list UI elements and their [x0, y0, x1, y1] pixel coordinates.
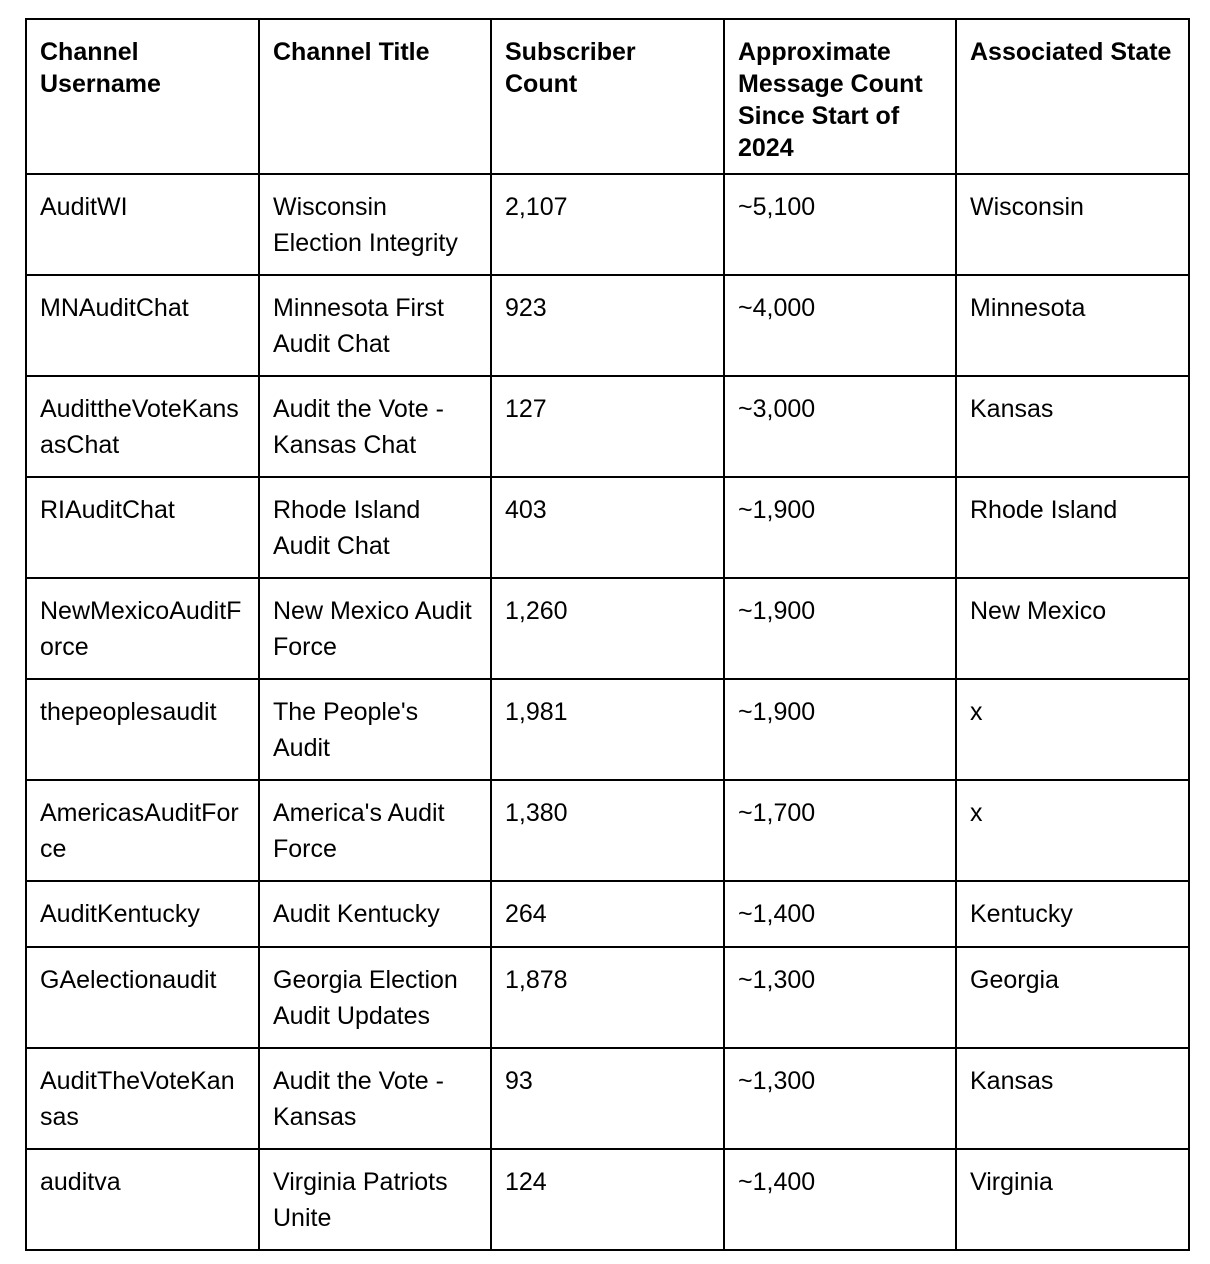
- cell-channel-username: AudittheVoteKansasChat: [26, 376, 259, 477]
- cell-associated-state: x: [956, 679, 1189, 780]
- table-row: [26, 174, 1189, 275]
- cell-message-count: ~1,400: [724, 881, 956, 947]
- cell-associated-state: New Mexico: [956, 578, 1189, 679]
- cell-message-count: ~1,900: [724, 578, 956, 679]
- cell-subscriber-count: 1,380: [491, 780, 724, 881]
- cell-subscriber-count: 1,981: [491, 679, 724, 780]
- cell-channel-title: Audit Kentucky: [259, 881, 491, 947]
- table-row: [26, 679, 1189, 780]
- table-row: [26, 477, 1189, 578]
- cell-subscriber-count: 1,878: [491, 947, 724, 1048]
- cell-channel-title: The People's Audit: [259, 679, 491, 780]
- table-row: [26, 881, 1189, 947]
- cell-channel-username: AmericasAuditForce: [26, 780, 259, 881]
- cell-associated-state: Kentucky: [956, 881, 1189, 947]
- cell-channel-username: auditva: [26, 1149, 259, 1250]
- header-channel-title: Channel Title: [259, 19, 491, 174]
- cell-associated-state: Minnesota: [956, 275, 1189, 376]
- cell-channel-title: Rhode Island Audit Chat: [259, 477, 491, 578]
- header-message-count: Approximate Message Count Since Start of 2024: [724, 19, 956, 174]
- cell-channel-username: GAelectionaudit: [26, 947, 259, 1048]
- cell-channel-username: thepeoplesaudit: [26, 679, 259, 780]
- cell-message-count: ~1,900: [724, 679, 956, 780]
- cell-associated-state: x: [956, 780, 1189, 881]
- cell-subscriber-count: 1,260: [491, 578, 724, 679]
- cell-subscriber-count: 923: [491, 275, 724, 376]
- header-subscriber-count: Subscriber Count: [491, 19, 724, 174]
- table-row: [26, 275, 1189, 376]
- cell-associated-state: Kansas: [956, 1048, 1189, 1149]
- cell-channel-title: America's Audit Force: [259, 780, 491, 881]
- cell-message-count: ~1,700: [724, 780, 956, 881]
- cell-channel-username: RIAuditChat: [26, 477, 259, 578]
- cell-associated-state: Georgia: [956, 947, 1189, 1048]
- table-row: [26, 1048, 1189, 1149]
- cell-associated-state: Kansas: [956, 376, 1189, 477]
- cell-message-count: ~1,300: [724, 1048, 956, 1149]
- cell-subscriber-count: 2,107: [491, 174, 724, 275]
- cell-channel-title: Audit the Vote - Kansas: [259, 1048, 491, 1149]
- table-row: [26, 376, 1189, 477]
- cell-message-count: ~4,000: [724, 275, 956, 376]
- cell-message-count: ~1,300: [724, 947, 956, 1048]
- cell-subscriber-count: 264: [491, 881, 724, 947]
- cell-channel-title: Georgia Election Audit Updates: [259, 947, 491, 1048]
- header-row: [26, 19, 1189, 174]
- cell-channel-title: New Mexico Audit Force: [259, 578, 491, 679]
- cell-message-count: ~1,400: [724, 1149, 956, 1250]
- cell-channel-username: NewMexicoAuditForce: [26, 578, 259, 679]
- cell-subscriber-count: 403: [491, 477, 724, 578]
- cell-associated-state: Virginia: [956, 1149, 1189, 1250]
- cell-channel-title: Minnesota First Audit Chat: [259, 275, 491, 376]
- cell-message-count: ~1,900: [724, 477, 956, 578]
- cell-channel-username: AuditWI: [26, 174, 259, 275]
- cell-subscriber-count: 124: [491, 1149, 724, 1250]
- header-channel-username: Channel Username: [26, 19, 259, 174]
- cell-channel-username: AuditKentucky: [26, 881, 259, 947]
- table-row: [26, 780, 1189, 881]
- channels-table: [25, 18, 1190, 1251]
- cell-message-count: ~3,000: [724, 376, 956, 477]
- header-associated-state: Associated State: [956, 19, 1189, 174]
- table-row: [26, 1149, 1189, 1250]
- cell-channel-username: AuditTheVoteKansas: [26, 1048, 259, 1149]
- cell-subscriber-count: 93: [491, 1048, 724, 1149]
- cell-channel-username: MNAuditChat: [26, 275, 259, 376]
- cell-message-count: ~5,100: [724, 174, 956, 275]
- table-row: [26, 947, 1189, 1048]
- cell-associated-state: Rhode Island: [956, 477, 1189, 578]
- table-row: [26, 578, 1189, 679]
- cell-channel-title: Wisconsin Election Integrity: [259, 174, 491, 275]
- cell-channel-title: Virginia Patriots Unite: [259, 1149, 491, 1250]
- cell-subscriber-count: 127: [491, 376, 724, 477]
- cell-associated-state: Wisconsin: [956, 174, 1189, 275]
- cell-channel-title: Audit the Vote - Kansas Chat: [259, 376, 491, 477]
